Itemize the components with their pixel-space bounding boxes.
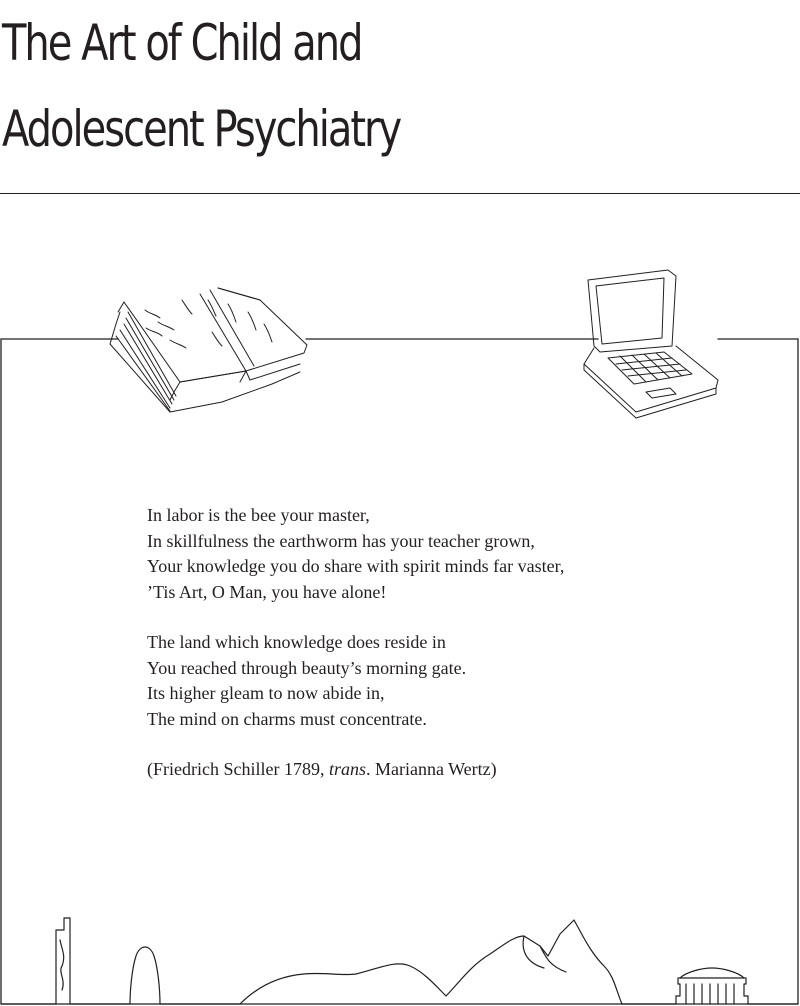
skyline-silhouette — [1, 918, 798, 1004]
poem-line: The mind on charms must concentrate. — [147, 708, 427, 729]
poem-attribution — [147, 757, 707, 783]
poem-line: Its higher gleam to now abide in, — [147, 683, 385, 703]
attribution-suffix: . Marianna Wertz) — [365, 759, 497, 779]
poem-line: You reached through beauty’s morning gate. — [147, 657, 467, 678]
poem-line: In skillfulness the earthworm has your teacher grown, — [147, 530, 535, 551]
poem-line: ’Tis Art, O Man, you have alone! — [147, 581, 387, 602]
attribution-prefix: (Friedrich Schiller 1789, — [147, 759, 329, 779]
poem-line: The land which knowledge does reside in — [147, 632, 446, 652]
poem-stanza-2 — [147, 630, 707, 732]
poem — [147, 503, 707, 783]
poem-stanza-1 — [147, 503, 707, 605]
poem-line: In labor is the bee your master, — [147, 505, 370, 525]
attribution-italic: trans — [328, 759, 366, 779]
title-line-1: The Art of Child and — [2, 14, 362, 72]
open-book-icon — [110, 288, 307, 412]
title-line-2: Adolescent Psychiatry — [2, 100, 401, 158]
laptop-icon — [584, 270, 718, 418]
poem-line: Your knowledge you do share with spirit minds far vaster, — [147, 556, 565, 576]
